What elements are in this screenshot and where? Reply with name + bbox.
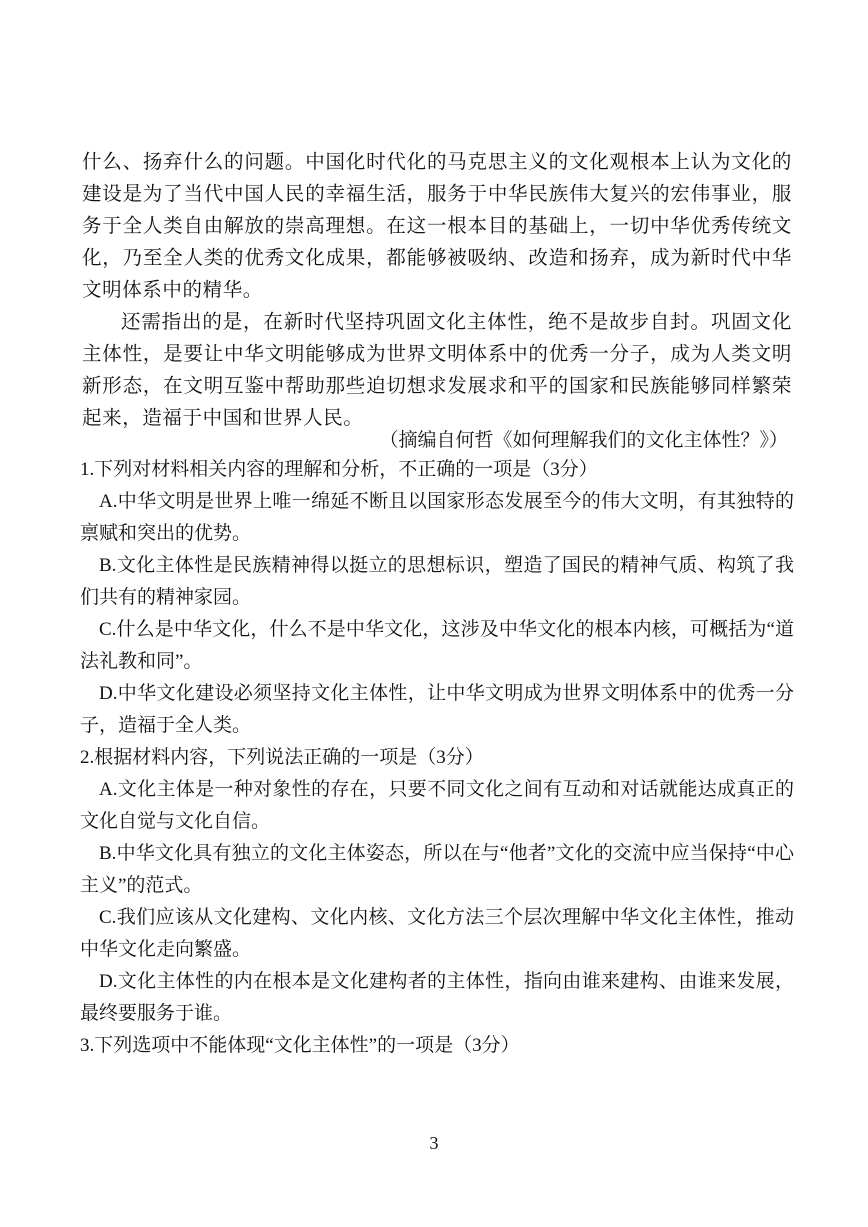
question-1-option-b: B.文化主体性是民族精神得以挺立的思想标识，塑造了国民的精神气质、构筑了我们共有的精神家园。 <box>80 555 794 608</box>
question-1-option-c: C.什么是中华文化，什么不是中华文化，这涉及中华文化的根本内核，可概括为“道法礼教和同”。 <box>80 619 794 672</box>
reading-passage <box>82 146 792 434</box>
passage-source-citation: （摘编自何哲《如何理解我们的文化主体性？》） <box>379 429 788 451</box>
question-2-option-d: D.文化主体性的内在根本是文化建构者的主体性，指向由谁来建构、由谁来发展，最终要服务于谁。 <box>80 971 794 1024</box>
question-2-option-b: B.中华文化具有独立的文化主体姿态，所以在与“他者”文化的交流中应当保持“中心主义”的范式。 <box>80 843 794 896</box>
question-2-stem: 2.根据材料内容，下列说法正确的一项是（3分） <box>80 747 484 768</box>
question-3-stem: 3.下列选项中不能体现“文化主体性”的一项是（3分） <box>80 1035 520 1056</box>
question-1-option-a: A.中华文明是世界上唯一绵延不断且以国家形态发展至今的伟大文明，有其独特的禀赋和突出的优势。 <box>80 491 794 544</box>
passage-paragraph-1: 什么、扬弃什么的问题。中国化时代化的马克思主义的文化观根本上认为文化的建设是为了当代中国人民的幸福生活，服务于中华民族伟大复兴的宏伟事业，服务于全人类自由解放的崇高理想。在这一根本目的基础上，一切中华优秀传统文化，乃至全人类的优秀文化成果，都能够被吸纳、改造和扬弃，成为新时代中华文明体系中的精华。 <box>82 150 792 301</box>
page-number: 3 <box>429 1133 439 1153</box>
question-2-option-a: A.文化主体是一种对象性的存在，只要不同文化之间有互动和对话就能达成真正的文化自觉与文化自信。 <box>80 779 794 832</box>
question-1-option-d: D.中华文化建设必须坚持文化主体性，让中华文明成为世界文明体系中的优秀一分子，造福于全人类。 <box>80 683 794 736</box>
question-1-stem: 1.下列对材料相关内容的理解和分析，不正确的一项是（3分） <box>80 459 598 480</box>
passage-paragraph-2: 还需指出的是，在新时代坚持巩固文化主体性，绝不是故步自封。巩固文化主体性，是要让中华文明能够成为世界文明体系中的优秀一分子，成为人类文明新形态，在文明互鉴中帮助那些迫切想求发展求和平的国家和民族能够同样繁荣起来，造福于中国和世界人民。 <box>82 310 792 429</box>
question-2-option-c: C.我们应该从文化建构、文化内核、文化方法三个层次理解中华文化主体性，推动中华文化走向繁盛。 <box>80 907 794 960</box>
question-list <box>80 454 794 1062</box>
